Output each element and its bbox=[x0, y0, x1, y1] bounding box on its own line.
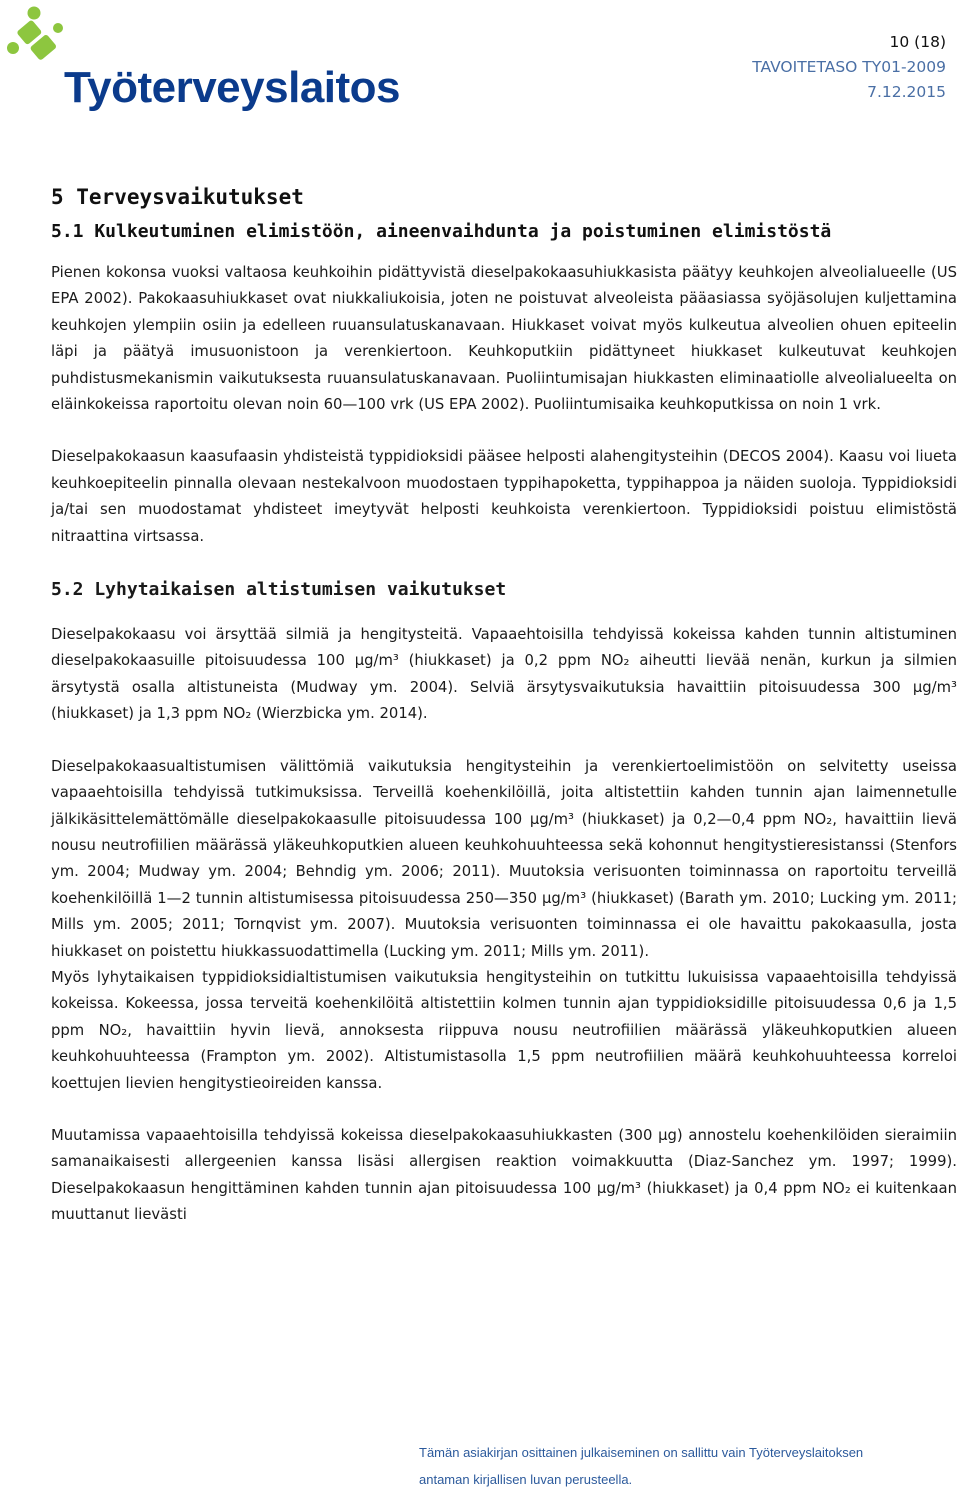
spacer bbox=[51, 604, 957, 622]
page-number: 10 (18) bbox=[889, 33, 946, 51]
paragraph-4: Dieselpakokaasualtistumisen välittömiä vaikutuksia hengitysteihin ja verenkiertoelimistöön on selvitetty useissa vapaaehtoisilla tehdyissä tutkimuksissa. Terveillä koehenkilöillä, joita altistettiin kahden tunnin ajan laimennetulle jälkikäsittelemättömälle dieselpakokaasulle pitoisuudessa 100 µg/m³ (hiukkaset) ja 0,2—0,4 ppm NO₂, havaittiin lievä nousu neutrofiilien määrässä yläkeuhkoputkien alueen keuhkohuuhteessa sekä kohonnut hengitystieresistanssi (Stenfors ym. 2004; Mudway ym. 2004; Behndig ym. 2006; 2011). Muutoksia verisuonten toiminnassa on raportoitu terveillä koehenkilöillä 1—2 tunnin altistumisessa pitoisuudessa 250—350 µg/m³ (hiukkaset) (Barath ym. 2010; Lucking ym. 2011; Mills ym. 2005; 2011; Tornqvist ym. 2007). Muutoksia verisuonten toiminnassa ei ole havaittu pakokaasulla, josta hiukkaset on poistettu hiukkassuodattimella (Lucking ym. 2011; Mills ym. 2011). bbox=[51, 757, 957, 960]
paragraph-3: Dieselpakokaasu voi ärsyttää silmiä ja hengitysteitä. Vapaaehtoisilla tehdyissä kokeissa kahden tunnin altistuminen dieselpakokaasuille pitoisuudessa 100 µg/m³ (hiukkaset) ja 0,2 ppm NO₂ aiheutti lievää nenän, kurkun ja silmien ärsytystä osalla altistuneista (Mudway ym. 2004). Selviä ärsytysvaikutuksia havaittiin pitoisuudessa 300 µg/m³ (hiukkaset) ja 1,3 ppm NO₂ (Wierzbicka ym. 2014). bbox=[51, 626, 957, 723]
footer-line-1: Tämän asiakirjan osittainen julkaiseminen on sallittu vain Työterveyslaitoksen bbox=[419, 1445, 864, 1460]
page-footer bbox=[419, 1439, 863, 1493]
section-heading-5-1: 5.1 Kulkeutuminen elimistöön, aineenvaihdunta ja poistuminen elimistöstä bbox=[51, 221, 832, 242]
section-heading-5-2: 5.2 Lyhytaikaisen altistumisen vaikutukset bbox=[51, 579, 507, 601]
spacer bbox=[51, 550, 957, 576]
paragraph-5: Myös lyhytaikaisen typpidioksidialtistumisen vaikutuksia hengitysteihin on tutkittu lukuisissa vapaaehtoisilla tehdyissä kokeissa. Kokeessa, jossa terveitä koehenkilöitä altistettiin kolmen tunnin ajan typpidioksidille pitoisuudessa 0,6 ja 1,5 ppm NO₂, havaittiin hyvin lievä, annoksesta riippuva nousu neutrofiilien määrässä yläkeuhkoputkien alueen keuhkohuuhteessa (Frampton ym. 2002). Altistumistasolla 1,5 ppm neutrofiilien määrä keuhkohuuhteessa korreloi koettujen lievien hengitystieoireiden kanssa. bbox=[51, 968, 957, 1092]
header-meta bbox=[752, 30, 946, 105]
spacer bbox=[51, 418, 957, 444]
logo-wordmark: Työterveyslaitos bbox=[64, 63, 401, 112]
institute-logo bbox=[6, 6, 401, 112]
spacer bbox=[51, 1097, 957, 1123]
logo-mark-icon bbox=[6, 6, 66, 68]
footer-line-2: antaman kirjallisen luvan perusteella. bbox=[419, 1472, 633, 1487]
paragraph-1: Pienen kokonsa vuoksi valtaosa keuhkoihin pidättyvistä dieselpakokaasuhiukkasista päätyy keuhkojen alveolialueelle (US EPA 2002). Pakokaasuhiukkaset ovat niukkaliukoisia, joten ne poistuvat alveoleista pääasiassa syöjäsolujen kuljettamina keuhkojen ylempiin osiin ja edelleen ruuansulatuskanavaan. Hiukkaset voivat myös kulkeutua alveolien ohuen epiteelin läpi ja päätyä imusuonistoon ja verenkiertoon. Keuhkoputkiin pidättyneet hiukkaset kulkeutuvat keuhkojen puhdistusmekanismin vaikutuksesta ruuansulatuskanavaan. Puoliintumisajan hiukkasten eliminaatiolle alveolialueelta on eläinkokeissa raportoitu olevan noin 60—100 vrk (US EPA 2002). Puoliintumisaika keuhkoputkissa on noin 1 vrk. bbox=[51, 264, 957, 414]
document-body bbox=[51, 182, 957, 1229]
document-date: 7.12.2015 bbox=[867, 83, 946, 101]
spacer bbox=[51, 728, 957, 754]
chapter-heading: 5 Terveysvaikutukset bbox=[51, 185, 304, 209]
paragraph-6: Muutamissa vapaaehtoisilla tehdyissä kokeissa dieselpakokaasuhiukkasten (300 µg) annostelu koehenkilöiden sieraimiin samanaikaisesti allergeenien kanssa lisäsi allergisen reaktion voimakkuutta (Diaz-Sanchez ym. 1997; 1999). Dieselpakokaasun hengittäminen kahden tunnin ajan pitoisuudessa 100 µg/m³ (hiukkaset) ja 0,4 ppm NO₂ ei kuitenkaan muuttanut lievästi bbox=[51, 1126, 957, 1224]
document-code: TAVOITETASO TY01-2009 bbox=[752, 58, 946, 76]
paragraph-2: Dieselpakokaasun kaasufaasin yhdisteistä typpidioksidi pääsee helposti alahengitysteihin (DECOS 2004). Kaasu voi liueta keuhkoepiteelin pinnalla olevaan nestekalvoon muodostaen typpihapoketta, typpihappoa ja näiden suoloja. Typpidioksidi ja/tai sen muodostamat yhdisteet imeytyvät helposti keuhkoista verenkiertoon. Typpidioksidi poistuu elimistöstä nitraattina virtsassa. bbox=[51, 448, 957, 545]
